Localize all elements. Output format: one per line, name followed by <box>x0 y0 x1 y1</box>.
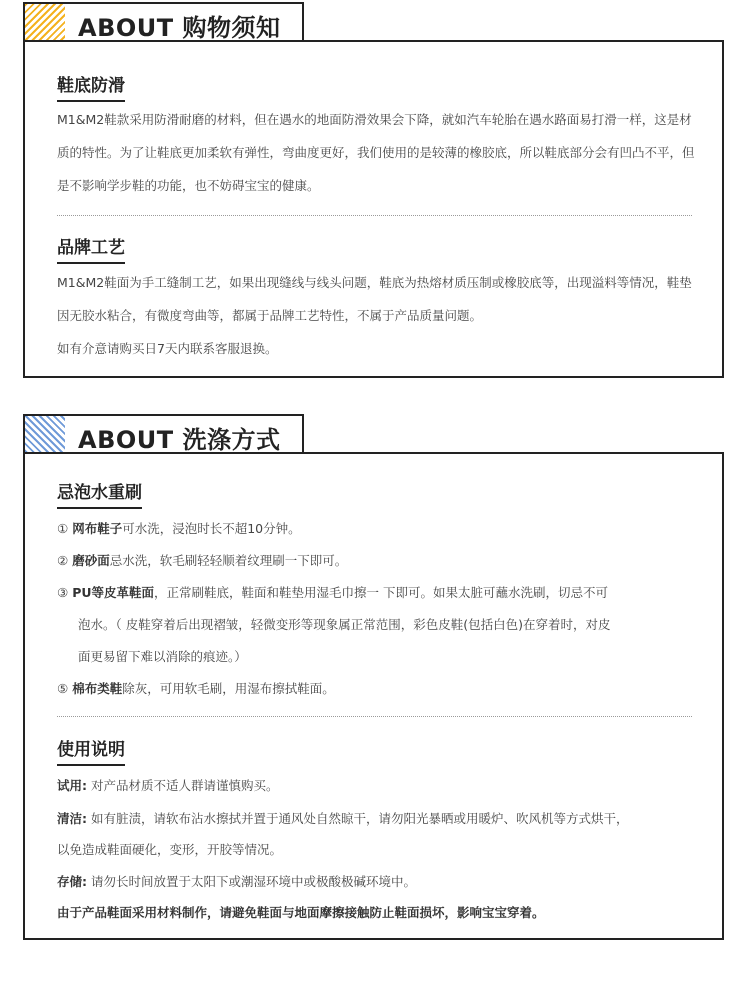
wash-item-3: ③ PU等皮革鞋面，正常刷鞋底，鞋面和鞋垫用湿毛巾擦一 下即可。如果太脏可蘸水洗刷，切忌不可 <box>57 585 608 600</box>
yellow-stripe-decoration <box>25 4 65 40</box>
usage-warning: 由于产品鞋面采用材料制作，请避免鞋面与地面摩擦接触防止鞋面损坏，影响宝宝穿着。 <box>57 905 545 920</box>
anti-slip-heading: 鞋底防滑 <box>57 71 125 102</box>
craft-heading: 品牌工艺 <box>57 233 125 264</box>
shopping-notice-title: ABOUT 购物须知 <box>78 14 281 42</box>
craft-text: M1&M2鞋面为手工缝制工艺，如果出现缝线与线头问题，鞋底为热熔材质压制或橡胶底等，出现溢料等情况，鞋垫因无胶水粘合，有微度弯曲等，都属于品牌工艺特性，不属于产品质量问题。 如有介意请购买日7天内联系客服退换。 <box>57 266 697 365</box>
blue-stripe-decoration <box>25 416 65 452</box>
usage-storage: 存储: 请勿长时间放置于太阳下或潮湿环境中或极酸极碱环境中。 <box>57 874 416 889</box>
usage-heading: 使用说明 <box>57 735 125 766</box>
shopping-notice-tab <box>23 2 304 40</box>
usage-clean: 清洁: 如有脏渍，请软布沾水擦拭并置于通风处自然晾干，请勿阳光暴晒或用暖炉、吹风机等方式烘干， <box>57 811 629 826</box>
wash-item-5: ⑤ 棉布类鞋除灰，可用软毛刷，用湿布擦拭鞋面。 <box>57 681 335 696</box>
wash-item-1: ① 网布鞋子可水洗，浸泡时长不超10分钟。 <box>57 521 301 536</box>
washing-heading: 忌泡水重刷 <box>57 478 142 509</box>
usage-clean-cont: 以免造成鞋面硬化，变形，开胶等情况。 <box>57 842 283 857</box>
divider <box>57 716 692 717</box>
wash-item-3-cont1: 泡水。（ 皮鞋穿着后出现褶皱，轻微变形等现象属正常范围，彩色皮鞋(包括白色)在穿着时，对皮 <box>78 617 611 632</box>
craft-note: 如有介意请购买日7天内联系客服退换。 <box>57 341 278 356</box>
anti-slip-text: M1&M2鞋款采用防滑耐磨的材料，但在遇水的地面防滑效果会下降，就如汽车轮胎在遇水路面易打滑一样，这是材质的特性。为了让鞋底更加柔软有弹性，弯曲度更好，我们使用的是较薄的橡胶底，所以鞋底部分会有凹凸不平，但是不影响学步鞋的功能，也不妨碍宝宝的健康。 <box>57 112 695 193</box>
usage-trial: 试用: 对产品材质不适人群请谨慎购买。 <box>57 778 279 793</box>
washing-method-tab <box>23 414 304 452</box>
wash-item-2: ② 磨砂面忌水洗，软毛刷轻轻顺着纹理刷一下即可。 <box>57 553 348 568</box>
wash-item-3-cont2: 面更易留下难以消除的痕迹。） <box>78 649 247 664</box>
divider <box>57 215 692 216</box>
washing-method-title: ABOUT 洗涤方式 <box>78 426 281 454</box>
